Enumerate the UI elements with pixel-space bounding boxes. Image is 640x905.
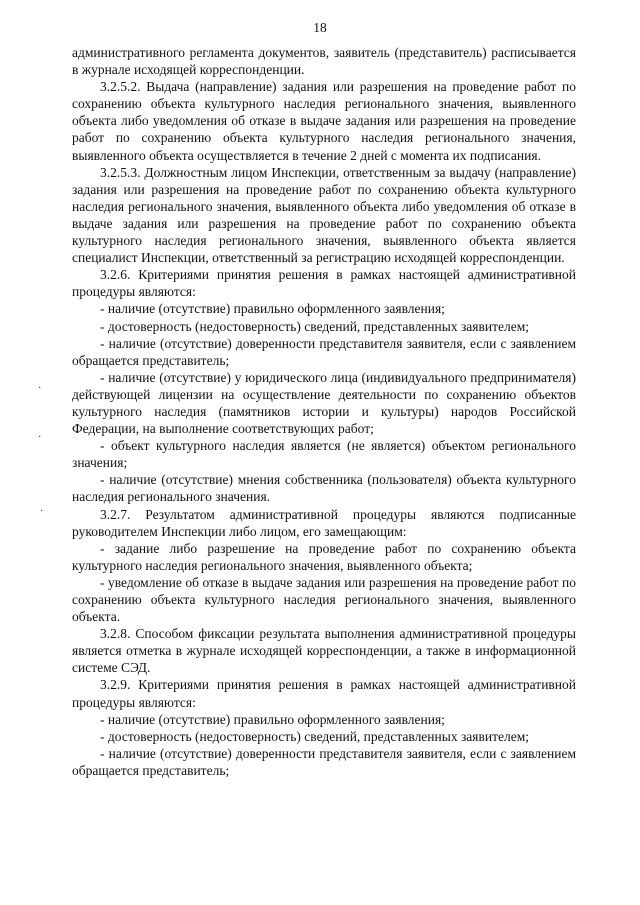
list-item: - наличие (отсутствие) у юридического лица (индивидуального предпринимателя) действующей лицензии на осуществление деятельности по сохранению объектов культурного наследия (памятников истории и культуры) народов Российской Федерации, на выполнение соответствующих работ; — [72, 369, 576, 437]
paragraph-3-2-8: 3.2.8. Способом фиксации результата выполнения административной процедуры является отметка в журнале исходящей корреспонденции, а также в информационной системе СЭД. — [72, 626, 576, 676]
paragraph-3-2-7: 3.2.7. Результатом административной процедуры являются подписанные руководителем Инспекции либо лицом, его замещающим: — [72, 506, 576, 539]
list-item: - наличие (отсутствие) доверенности представителя заявителя, если с заявлением обращается представитель; — [72, 745, 576, 778]
paragraph-3-2-5-3: 3.2.5.3. Должностным лицом Инспекции, ответственным за выдачу (направление) задания или разрешения на проведение работ по сохранению объекта культурного наследия регионального значения, выявленного объекта либо уведомления об отказе в выдаче задания или разрешения на проведение работ по сохранению объекта культурного наследия регионального значения, выявленного объекта является специалист Инспекции, ответственный за регистрацию исходящей корреспонденции. — [72, 164, 576, 266]
scan-speck: · — [38, 383, 42, 394]
list-item: - уведомление об отказе в выдаче задания или разрешения на проведение работ по сохранению объекта культурного наследия регионального значения, выявленного объекта. — [72, 574, 576, 625]
list-item: - объект культурного наследия является (не является) объектом регионального значения; — [72, 438, 576, 471]
list-item: - наличие (отсутствие) правильно оформленного заявления; — [100, 711, 445, 727]
list-item: - задание либо разрешение на проведение работ по сохранению объекта культурного наследия регионального значения, выявленного объекта; — [72, 540, 576, 573]
list-item: - достоверность (недостоверность) сведений, представленных заявителем; — [100, 318, 529, 334]
list-item: - наличие (отсутствие) доверенности представителя заявителя, если с заявлением обращается представитель; — [72, 335, 576, 368]
paragraph-3-2-6: 3.2.6. Критериями принятия решения в рамках настоящей административной процедуры являются: — [72, 267, 576, 300]
document-body — [72, 44, 576, 779]
list-item: - достоверность (недостоверность) сведений, представленных заявителем; — [100, 728, 529, 744]
list-item: - наличие (отсутствие) мнения собственника (пользователя) объекта культурного наследия регионального значения. — [72, 472, 576, 505]
page-number: 18 — [313, 20, 327, 35]
scan-speck: · — [40, 506, 44, 517]
list-item: - наличие (отсутствие) правильно оформленного заявления; — [100, 301, 445, 317]
paragraph-3-2-5-2: 3.2.5.2. Выдача (направление) задания или разрешения на проведение работ по сохранению объекта культурного наследия регионального значения, выявленного объекта либо уведомления об отказе в выдаче задания или разрешения на проведение работ по сохранению объекта культурного наследия регионального значения, выявленного объекта осуществляется в течение 2 дней с момента их подписания. — [72, 79, 576, 163]
paragraph-continuation: административного регламента документов, заявитель (представитель) расписывается в журнале исходящей корреспонденции. — [72, 45, 576, 78]
scan-speck: · — [38, 432, 42, 443]
paragraph-3-2-9: 3.2.9. Критериями принятия решения в рамках настоящей административной процедуры являются: — [72, 677, 576, 710]
